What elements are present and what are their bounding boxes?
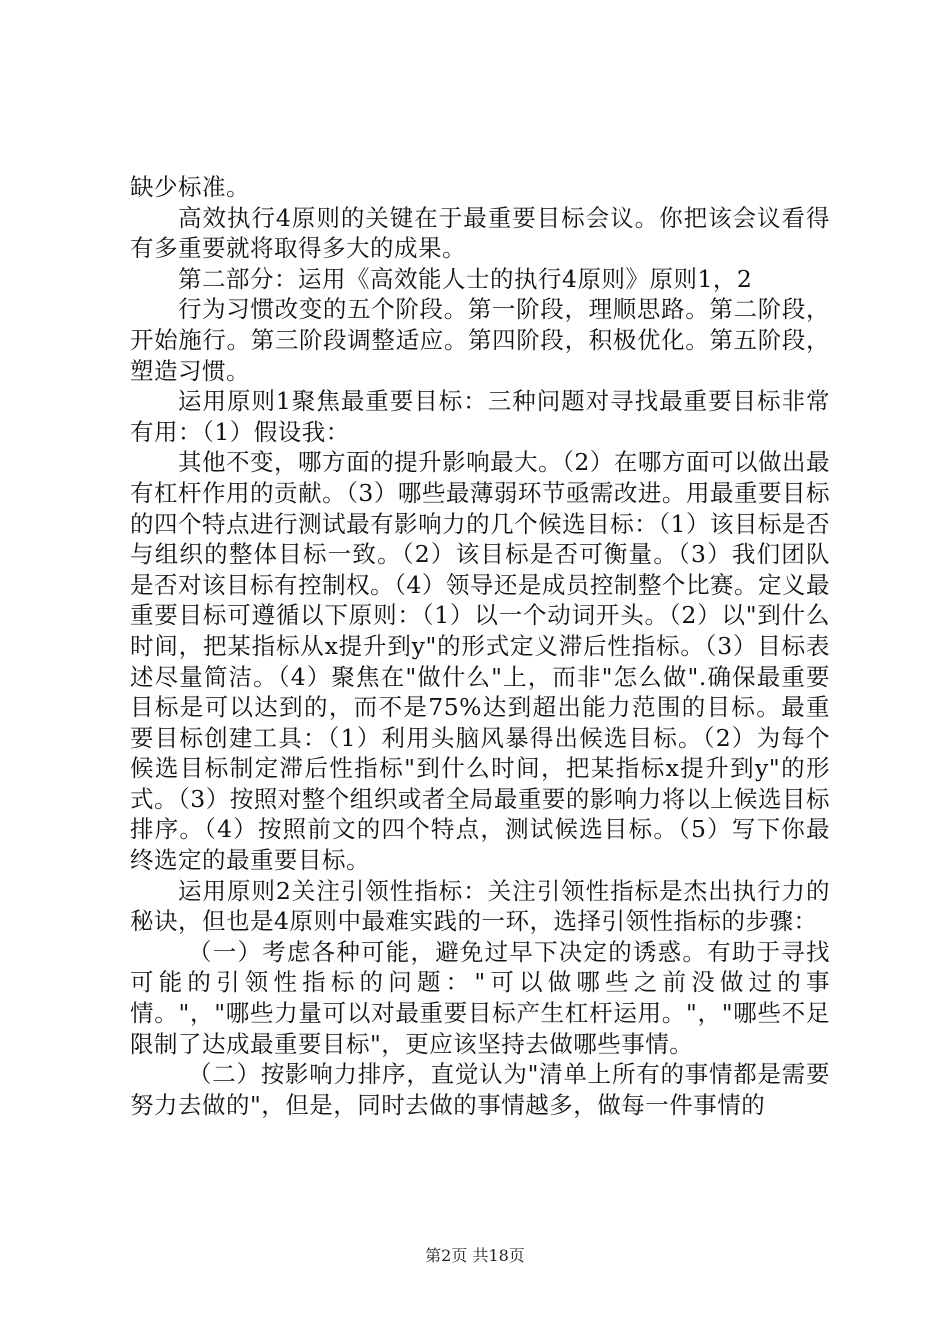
paragraph-1: 缺少标准。: [130, 173, 250, 201]
paragraph-2: 高效执行4原则的关键在于最重要目标会议。你把该会议看得有多重要就将取得多大的成果。: [130, 203, 830, 263]
paragraph-5: 其他不变，哪方面的提升影响最大。（2）在哪方面可以做出最有杠杆作用的贡献。（3）哪些最薄弱环节亟需改进。用最重要目标的四个特点进行测试最有影响力的几个候选目标：（1）该目标是否与组织的整体目标一致。（2）该目标是否可衡量。（3）我们团队是否对该目标有控制权。（4）领导还是成员控制整个比赛。定义最重要目标可遵循以下原则：（1）以一个动词开头。（2）以"到什么时间，把某指标从x提升到y"的形式定义滞后性指标。（3）目标表述尽量简洁。（4）聚焦在"做什么"上，而非"怎么做".确保最重要目标是可以达到的，而不是75%达到超出能力范围的目标。最重要目标创建工具：（1）利用头脑风暴得出候选目标。（2）为每个候选目标制定滞后性指标"到什么时间，把某指标x提升到y"的形式。（3）按照对整个组织或者全局最重要的影响力将以上候选目标排序。（4）按照前文的四个特点，测试候选目标。（5）写下你最终选定的最重要目标。: [130, 448, 830, 875]
page-number-footer: 第2页 共18页: [425, 1246, 525, 1265]
paragraph-3: 行为习惯改变的五个阶段。第一阶段，理顺思路。第二阶段，开始施行。第三阶段调整适应。第四阶段，积极优化。第五阶段，塑造习惯。: [130, 295, 830, 385]
paragraph-4: 运用原则1聚焦最重要目标：三种问题对寻找最重要目标非常有用：（1）假设我：: [130, 387, 830, 446]
document-body: [130, 172, 830, 1120]
paragraph-8: （二）按影响力排序，直觉认为"清单上所有的事情都是需要努力去做的"，但是，同时去做的事情越多，做每一件事情的: [130, 1060, 830, 1119]
paragraph-6: 运用原则2关注引领性指标：关注引领性指标是杰出执行力的秘诀，但也是4原则中最难实践的一环，选择引领性指标的步骤：: [130, 876, 830, 936]
paragraph-7: （一）考虑各种可能，避免过早下决定的诱惑。有助于寻找可能的引领性指标的问题："可以做哪些之前没做过的事情。"，"哪些力量可以对最重要目标产生杠杆运用。"，"哪些不足限制了达成最重要目标"，更应该坚持去做哪些事情。: [130, 937, 830, 1058]
section-heading: 第二部分：运用《高效能人士的执行4原则》原则1，2: [178, 264, 753, 293]
